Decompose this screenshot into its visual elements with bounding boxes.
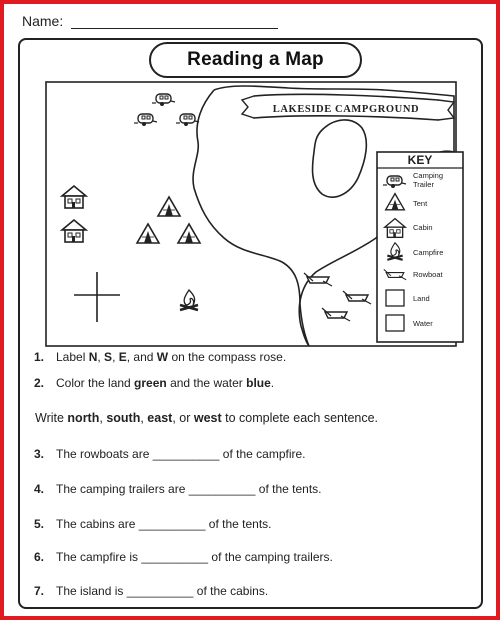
- key-label-water: Water: [413, 319, 433, 328]
- banner-text: LAKESIDE CAMPGROUND: [272, 104, 420, 115]
- name-label: Name:: [22, 13, 64, 29]
- question-2: 2. Color the land green and the water blue.: [34, 376, 275, 390]
- question-5[interactable]: 5. The cabins are __________ of the tents.: [34, 517, 272, 531]
- key-label-rowboat: Rowboat: [413, 270, 443, 279]
- key-title: KEY: [407, 153, 433, 167]
- key-label-tent: Tent: [413, 199, 428, 208]
- page-title: Reading a Map: [149, 42, 362, 78]
- question-4[interactable]: 4. The camping trailers are __________ of the tents.: [34, 482, 322, 496]
- instructions: Write north, south, east, or west to complete each sentence.: [35, 411, 379, 425]
- land-swatch: [386, 290, 404, 306]
- campground-banner: [242, 94, 454, 120]
- map-key: [377, 152, 463, 342]
- key-label-campfire: Campfire: [413, 248, 444, 257]
- question-3[interactable]: 3. The rowboats are __________ of the campfire.: [34, 447, 306, 461]
- question-7[interactable]: 7. The island is __________ of the cabins.: [34, 584, 269, 598]
- key-label-trailer-2: Trailer: [413, 180, 434, 189]
- key-label-trailer-1: Camping: [413, 171, 444, 180]
- key-label-land: Land: [413, 294, 430, 303]
- water-swatch: [386, 315, 404, 331]
- question-6[interactable]: 6. The campfire is __________ of the camping trailers.: [34, 550, 333, 564]
- key-label-cabin: Cabin: [413, 223, 433, 232]
- question-1: 1. Label N, S, E, and W on the compass rose.: [34, 350, 287, 364]
